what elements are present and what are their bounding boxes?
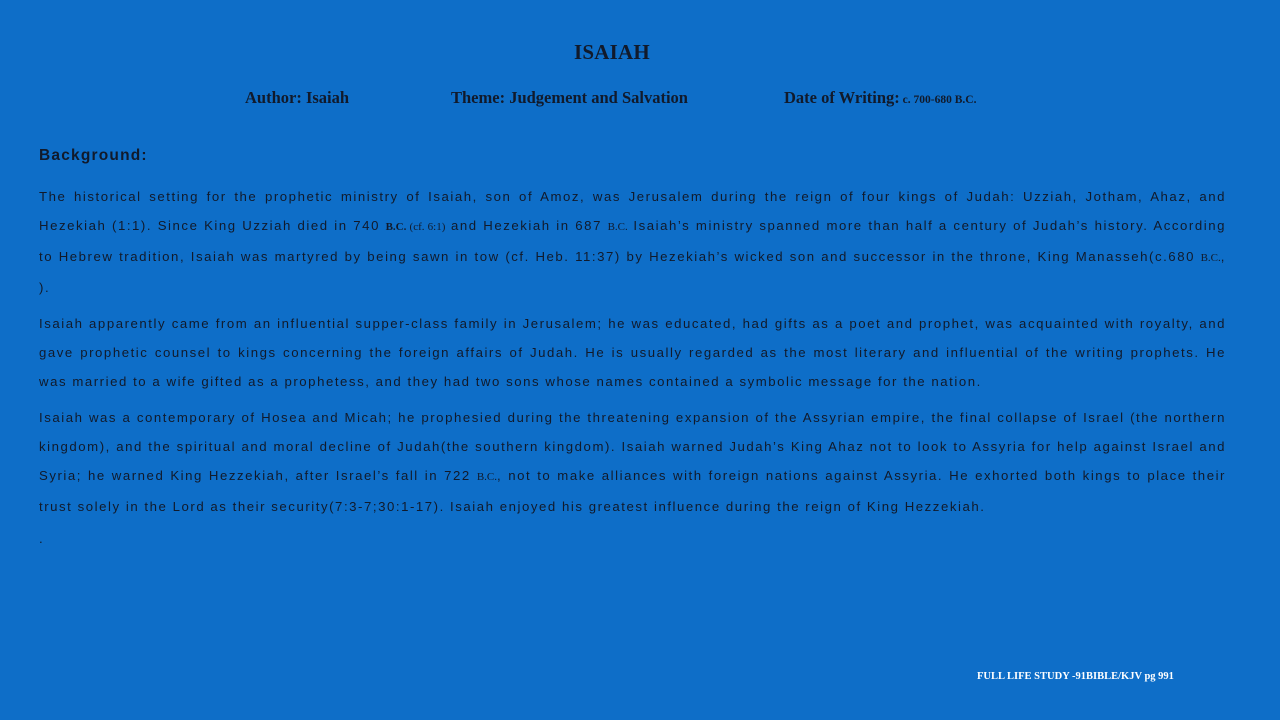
p1-text-3: Isaiah’s ministry spanned more than half a century of Judah’s history. According to Hebrew tradition, Isaiah was martyred by being sawn in tow (cf. Heb. 11:37) by Hezekiah’s wicked son and successor in the throne, King Manasseh(c.680	[39, 218, 1226, 264]
body-text	[39, 182, 1226, 557]
p1-text-4: , ).	[39, 249, 1226, 295]
p1-text-2: and Hezekiah in 687	[445, 218, 608, 233]
p3-text-1: Isaiah was a contemporary of Hosea and Micah; he prophesied during the threatening expansion of the Assyrian empire, the final collapse of Israel (the northern kingdom), and the spiritual and moral decline of Judah(the southern kingdom). Isaiah warned Judah’s King Ahaz not to look to Assyria for help against Israel and Syria; he warned King Hezzekiah, after Israel’s fall in 722	[39, 410, 1226, 483]
p1-cf-1: (cf. 6:1)	[406, 221, 446, 233]
author-label: Author: Isaiah	[245, 88, 350, 107]
p1-bc-1: B.C.	[385, 221, 407, 233]
paragraph-2: Isaiah apparently came from an influential supper-class family in Jerusalem; he was educated, had gifts as a poet and prophet, was acquainted with royalty, and gave prophetic counsel to kings concerning the foreign affairs of Judah. He is usually regarded as the most literary and influential of the writing prophets. He was married to a wife gifted as a prophetess, and they had two sons whose names contained a symbolic message for the nation.	[39, 316, 1226, 389]
p1-text-1: The historical setting for the prophetic ministry of Isaiah, son of Amoz, was Jerusalem during the reign of four kings of Judah: Uzziah, Jotham, Ahaz, and Hezekiah (1:1). Since King Uzziah died in 740	[39, 189, 1226, 233]
p3-bc-1: B.C.	[476, 471, 497, 483]
p1-bc-2: B.C.	[607, 221, 628, 233]
page-title: ISAIAH	[574, 40, 650, 64]
date-label: Date of Writing:	[784, 88, 900, 107]
paragraph-3	[39, 403, 1226, 521]
theme-label: Theme: Judgement and Salvation	[451, 88, 688, 107]
date-of-writing	[784, 88, 976, 108]
footer-citation: FULL LIFE STUDY -91BIBLE/KJV pg 991	[977, 671, 1174, 682]
p1-bc-3: B.C.	[1200, 252, 1221, 264]
trailing-dot: .	[39, 531, 45, 546]
date-value: c. 700-680 B.C.	[899, 94, 977, 106]
p3-text-2: , not to make alliances with foreign nations against Assyria. He exhorted both kings to place their trust solely in the Lord as their security(7:3-7;30:1-17). Isaiah enjoyed his greatest influence during the reign of King Hezzekiah.	[39, 468, 1226, 514]
background-heading: Background:	[39, 147, 148, 164]
paragraph-1	[39, 182, 1226, 302]
